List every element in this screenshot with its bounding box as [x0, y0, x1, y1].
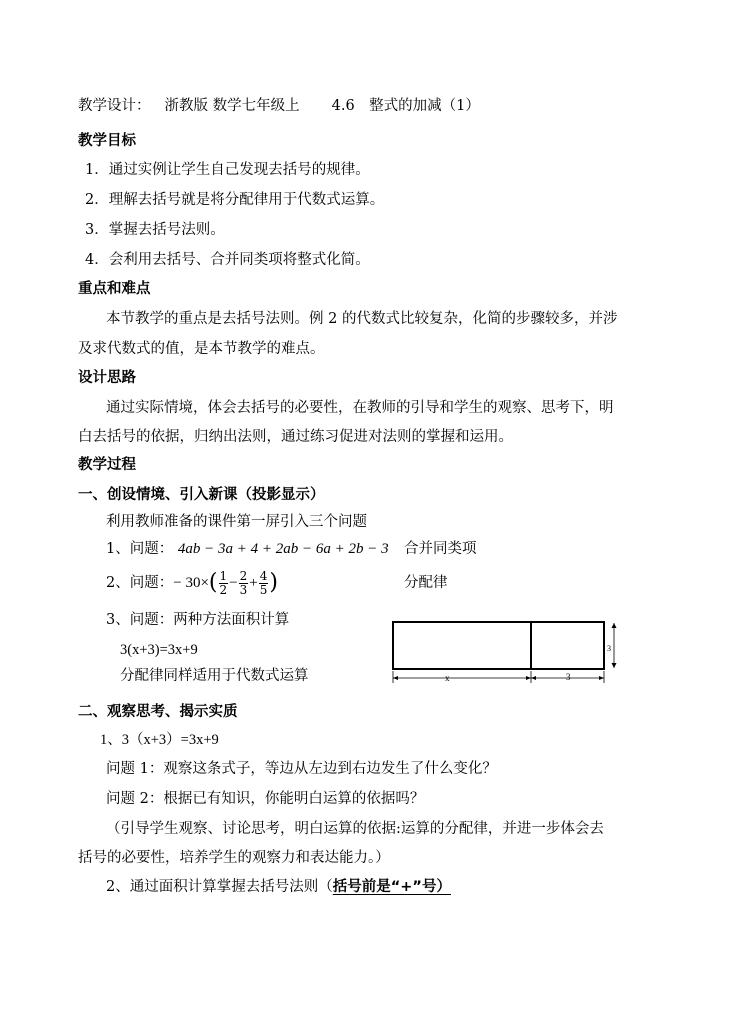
design-heading: 设计思路	[78, 370, 136, 386]
x-arrow-right	[526, 676, 531, 680]
part1-heading: 一、创设情境、引入新课（投影显示）	[78, 487, 325, 503]
part2-item-2-bold: 括号前是“+”号）	[332, 879, 451, 895]
key-points-heading: 重点和难点	[78, 281, 151, 297]
area-figure	[388, 615, 628, 690]
process-heading: 教学过程	[78, 457, 136, 473]
right-paren: )	[269, 570, 278, 595]
design-line-1: 通过实际情境，体会去括号的必要性，在教师的引导和学生的观察、思考下，明	[106, 400, 614, 416]
header-textbook: 浙教版 数学七年级上	[164, 98, 300, 114]
objectives-heading: 教学目标	[78, 133, 136, 149]
question-3-equation: 3(x+3)=3x+9	[120, 642, 198, 658]
question-1-expression: 4ab − 3a + 4 + 2ab − 6a + 2b − 3	[177, 541, 389, 557]
fraction-1: $\frac{1}{2}$	[219, 568, 228, 597]
key-points-line-1: 本节教学的重点是去括号法则。例 2 的代数式比较复杂，化简的步骤较多，并涉	[106, 311, 618, 327]
objective-item-1: 1．通过实例让学生自己发现去括号的规律。	[85, 162, 370, 178]
part2-heading: 二、观察思考、揭示实质	[78, 704, 238, 720]
side-arrow-top	[612, 623, 617, 628]
question-3: 3、问题：两种方法面积计算	[106, 612, 290, 628]
question-1	[106, 539, 389, 559]
question-2	[106, 564, 278, 602]
side-arrow-bottom	[612, 663, 617, 668]
question-1-note: 合并同类项	[404, 541, 477, 557]
part1-intro: 利用教师准备的课件第一屏引入三个问题	[106, 514, 367, 530]
left-paren: (	[208, 570, 218, 595]
three-arrow-left	[531, 676, 536, 680]
document-header	[78, 96, 480, 116]
rect-x	[393, 622, 531, 669]
fraction-3: $\frac{4}{5}$	[259, 568, 268, 597]
part2-question-1: 问题 1：观察这条式子，等边从左边到右边发生了什么变化？	[106, 761, 497, 777]
objective-item-3: 3．掌握去括号法则。	[85, 222, 225, 238]
side-label: 3	[607, 644, 611, 653]
part2-item-2	[106, 877, 451, 897]
header-section: 4.6 整式的加减（1）	[331, 98, 480, 114]
minus-sign: −	[229, 575, 238, 591]
question-3-note: 分配律同样适用于代数式运算	[120, 668, 309, 684]
guide-line-1: （引导学生观察、讨论思考，明白运算的依据:运算的分配律，并进一步体会去	[106, 821, 604, 837]
bottom-three-label: 3	[566, 672, 571, 682]
plus-sign: +	[249, 575, 258, 591]
three-arrow-right	[599, 676, 604, 680]
fraction-2: $\frac{2}{3}$	[239, 568, 248, 597]
objective-item-4: 4．会利用去括号、合并同类项将整式化简。	[85, 252, 370, 268]
part2-question-2: 问题 2：根据已有知识，你能明白运算的依据吗？	[106, 791, 425, 807]
key-points-line-2: 及求代数式的值，是本节教学的难点。	[78, 341, 325, 357]
question-2-prefix: − 30×	[173, 575, 209, 591]
objective-item-2: 2．理解去括号就是将分配律用于代数式运算。	[85, 192, 385, 208]
header-label: 教学设计：	[78, 98, 151, 114]
design-line-2: 白去括号的依据，归纳出法则，通过练习促进对法则的掌握和运用。	[78, 429, 513, 445]
question-2-label: 2、问题：	[106, 575, 174, 591]
part2-item-2-text: 2、通过面积计算掌握去括号法则（	[106, 879, 333, 895]
question-1-label: 1、问题：	[106, 541, 174, 557]
question-2-note: 分配律	[404, 575, 448, 591]
x-arrow-left	[393, 676, 398, 680]
rect-3	[531, 622, 604, 669]
part2-item-1: 1、3（x+3）=3x+9	[100, 732, 219, 748]
x-label: x	[445, 673, 450, 683]
guide-line-2: 括号的必要性，培养学生的观察力和表达能力。）	[78, 850, 390, 866]
